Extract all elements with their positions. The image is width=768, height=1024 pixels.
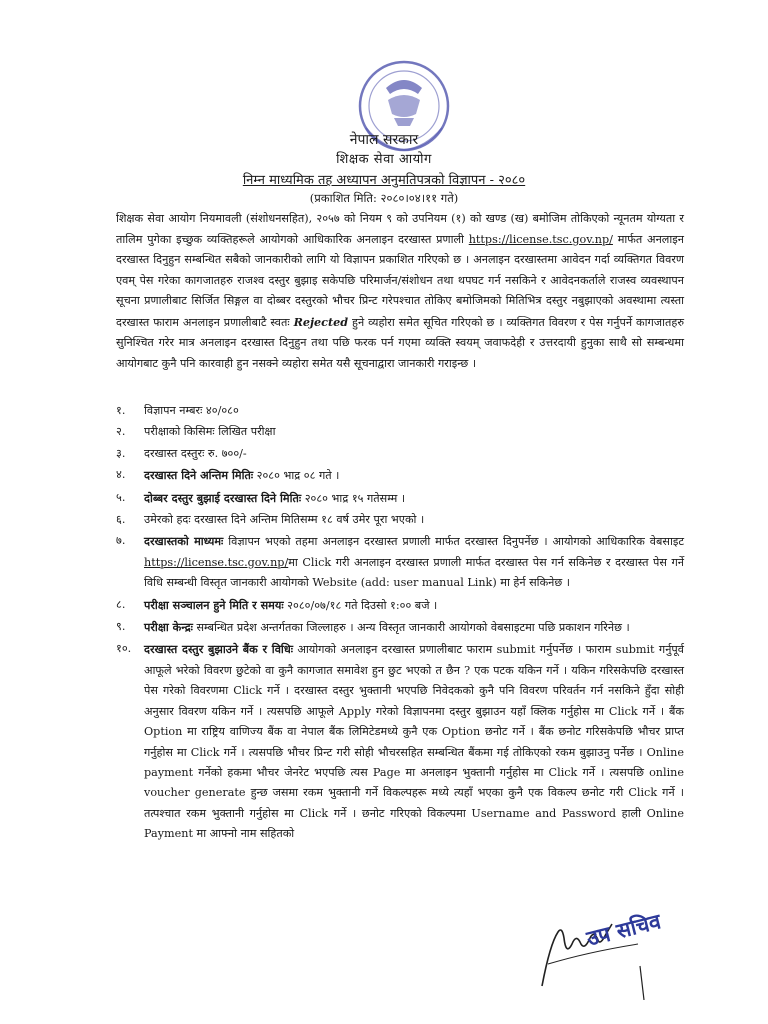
list-item [116,639,684,844]
item-number: ७. [116,534,126,548]
item-number: ३. [116,446,126,460]
intro-text-1: शिक्षक सेवा आयोग नियमावली (संशोधनसहित), २०५७ को नियम ९ को उपनियम (१) को खण्ड (ख) बमोजिम तोकिएको न्यूनतम योग्यता र तालिम पुगेका इच्छुक व्यक्तिहरूले आयोगको आधिकारिक अनलाइन दरखास्त प्रणाली [116,212,684,246]
published-date: (प्रकाशित मिति: २०८०।०४।११ गते) [309,191,459,205]
notice-title: निम्न माध्यमिक तह अध्यापन अनुमतिपत्रको विज्ञापन - २०८० [242,173,526,188]
license-portal-link[interactable]: https://license.tsc.gov.np/ [144,555,289,569]
item-key: परीक्षा केन्द्रः [144,620,193,635]
item-number: ६. [116,513,126,527]
item-number: ४. [116,468,126,482]
notice-items-list [116,401,684,846]
item-key: परीक्षा सञ्चालन हुने मिति र समयः [144,597,284,612]
list-item [116,422,684,442]
item-text: परीक्षाको किसिमः लिखित परीक्षा [144,425,276,439]
list-item [116,401,684,421]
intro-text-3: हुने व्यहोरा समेत सूचित गरिएको छ । व्यक्तिगत विवरण र पेस गर्नुपर्ने कागजातहरु सुनिश्चित गरेर मात्र अनलाइन दरखास्त दिनुहुन तथा पछि फरक पर्न गएमा व्यक्ति स्वयम् जवाफदेही र उत्तरदायी हुनुका साथै सो सम्बन्धमा आयोगबाट कुनै पनि कारवाही हुन नसक्ने व्यहोरा समेत यसै सूचनाद्वारा जानकारी गराइन्छ । [116,315,685,370]
item-number: १. [116,404,126,417]
item-text: सम्बन्धित प्रदेश अन्तर्गतका जिल्लाहरु । अन्य विस्तृत जानकारी आयोगको वेबसाइटमा पछि प्रकाशन गरिनेछ । [192,621,630,635]
item-text: २०८० भाद्र ०८ गते । [253,469,340,483]
item-text: उमेरको हदः दरखास्त दिने अन्तिम मितिसम्म १८ वर्ष उमेर पूरा भएको । [144,513,425,527]
item-number: १०. [116,642,132,656]
item-number: ९. [116,620,126,634]
list-item [116,531,684,593]
list-item [116,465,684,486]
item-text: विज्ञापन भएको तहमा अनलाइन दरखास्त प्रणाली मार्फत दरखास्त दिनुपर्नेछ । आयोगको आधिकारिक वेबसाइट [223,535,684,549]
item-key: दोब्बर दस्तुर बुझाई दरखास्त दिने मितिः [144,490,302,505]
item-key: दरखास्त दस्तुर बुझाउने बैंक र विधिः [144,642,293,657]
list-item [116,617,684,638]
item-text: विज्ञापन नम्बरः ४०/०८० [144,404,239,417]
item-text: आयोगको अनलाइन दरखास्त प्रणालीबाट फाराम submit गर्नुपर्नेछ । फाराम submit गर्नुपूर्व आफूले भरेको विवरण छुटेको वा कुनै कागजात समावेश हुन छुट भएको त छैन ? एक पटक यकिन गर्ने । यकिन गरिसकेपछि दरखास्त पेस गरेको विवरणमा Click गर्ने । दरखास्त दस्तुर भुक्तानी भएपछि निवेदकको कुनै पनि विवरण परिवर्तन गर्न नसकिने हुँदा सोही अनुसार विवरण यकिन गर्ने । त्यसपछि आफूले Apply गरेको विज्ञापनमा दस्तुर बुझाउन यहाँ क्लिक गर्नुहोस मा Click गर्ने । बैंक Option मा राष्ट्रिय वाणिज्य बैंक वा नेपाल बैंक लिमिटेडमध्ये कुनै एक Option छनोट गर्ने । बैंक छनोट गरिसकेपछि भौचर प्राप्त गर्नुहोस मा Click गर्ने । त्यसपछि भौचर प्रिन्ट गरी सोही भौचरसहित सम्बन्धित बैंकमा गई तोकिएको रकम बुझाउनु पर्नेछ । Online payment गर्नेको हकमा भौचर जेनरेट भएपछि त्यस Page मा अनलाइन भुक्तानी गर्नुहोस मा Click गर्ने । त्यसपछि online voucher generate हुन्छ जसमा रकम भुक्तानी गर्ने विकल्पहरू मध्ये त्यहाँ भएका कुनै एक विकल्प छनोट गरी Click गर्ने । तत्पश्चात रकम भुक्तानी गर्नुहोस मा Click गर्ने । छनोट गरिएको विकल्पमा Username and Password हाली Online Payment मा आफ्नो नाम सहितको [144,643,684,841]
item-key: दरखास्तको माध्यमः [144,534,224,549]
item-text-continued: मा Click गरी अनलाइन दरखास्त प्रणाली मार्फत दरखास्त पेस गर्न सकिनेछ र दरखास्त पेस गर्ने विधि सम्बन्धी विस्तृत जानकारी आयोगको Website (add: user manual Link) मा हेर्न सकिनेछ । [144,555,684,590]
item-number: ८. [116,597,126,611]
list-item [116,510,684,530]
designation-stamp: उप सचिव [584,909,664,951]
commission-name: शिक्षक सेवा आयोग [336,152,432,167]
item-text: २०८० भाद्र १५ गतेसम्म । [301,491,406,505]
rejected-term: Rejected [293,314,349,329]
list-item [116,444,684,464]
item-number: ५. [116,490,126,504]
government-name: नेपाल सरकार [349,132,419,148]
license-portal-link[interactable]: https://license.tsc.gov.np/ [468,232,613,246]
list-item [116,488,684,509]
intro-paragraph [116,209,684,374]
item-key: दरखास्त दिने अन्तिम मितिः [144,468,254,483]
item-text: दरखास्त दस्तुरः रु. ७००/- [144,446,247,460]
intro-text-2: मार्फत अनलाइन दरखास्त दिनुहुन सम्बन्धित सबैको जानकारीको लागि यो विज्ञापन प्रकाशित गरिएको छ । अनलाइन दरखास्तमा आवेदन गर्दा व्यक्तिगत विवरण एवम् पेस गरेका कागजातहरु राजश्व दस्तुर बुझाइ सकेपछि परिमार्जन/संशोधन तथा थपघट गर्न नसकिने र आवेदनकर्ताले राजस्व व्यवस्थापन सूचना प्रणालीबाट सिर्जित सिङ्गल वा दोब्बर दस्तुरको भौचर प्रिन्ट गरेपश्चात तोकिए बमोजिमको मितिभित्र दस्तुर नबुझाएको अवस्थामा त्यस्ता दरखास्त फाराम अनलाइन प्रणालीबाटै स्वतः [116,232,684,329]
list-item [116,595,684,616]
item-number: २. [116,425,126,439]
item-text: २०८०/०७/१८ गते दिउसो १:०० बजे । [283,598,438,612]
